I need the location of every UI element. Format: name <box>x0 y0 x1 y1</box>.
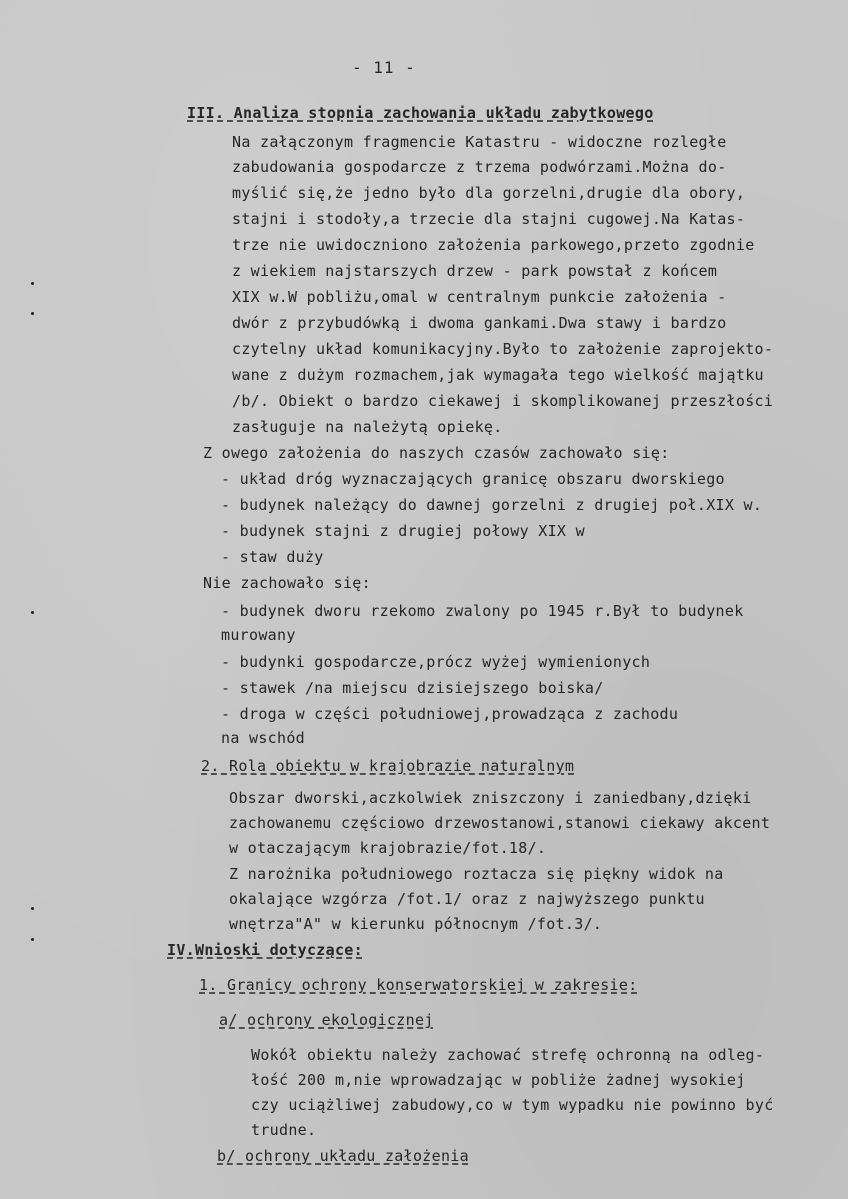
paragraph-line: Wokół obiektu należy zachować strefę ochronną na odleg- <box>251 1046 765 1064</box>
list-item: - droga w części południowej,prowadząca z zachodu <box>221 705 679 723</box>
punch-mark <box>31 312 34 315</box>
paragraph-line: /b/. Obiekt o bardzo ciekawej i skomplikowanej przeszłości <box>232 392 774 410</box>
punch-mark <box>31 611 34 614</box>
paragraph-line: myślić się,że jedno było dla gorzelni,drugie dla obory, <box>232 184 746 202</box>
paragraph-line: w otaczającym krajobrazie/fot.18/. <box>229 839 547 857</box>
paragraph-line: czy uciążliwej zabudowy,co w tym wypadku nie powinno być <box>251 1096 774 1114</box>
paragraph-line: okalające wzgórza /fot.1/ oraz z najwyższego punktu <box>229 890 705 908</box>
paragraph-line: trze nie uwidoczniono założenia parkowego,przeto zgodnie <box>232 236 755 254</box>
punch-mark <box>31 907 34 910</box>
paragraph-line: z wiekiem najstarszych drzew - park powstał z końcem <box>232 262 718 280</box>
paragraph-line: zabudowania gospodarcze z trzema podwórzami.Można do- <box>232 158 727 176</box>
paragraph-line: dwór z przybudówką i dwoma gankami.Dwa stawy i bardzo <box>232 314 727 332</box>
paragraph-line: stajni i stodoły,a trzecie dla stajni cugowej.Na Katas- <box>232 210 746 228</box>
preserved-intro: Z owego założenia do naszych czasów zachowało się: <box>203 444 670 462</box>
paragraph-line: wane z dużym rozmachem,jak wymagała tego wielkość majątku <box>232 366 764 384</box>
paragraph-line: Obszar dworski,aczkolwiek zniszczony i zaniedbany,dzięki <box>229 789 752 807</box>
paragraph-line: Na załączonym fragmencie Katastru - widoczne rozległe <box>232 133 727 151</box>
list-item: - stawek /na miejscu dzisiejszego boiska/ <box>221 679 604 697</box>
paragraph-line: zasługuje na należytą opiekę. <box>232 418 503 436</box>
list-item: murowany <box>221 626 296 644</box>
punch-mark <box>31 938 34 941</box>
list-item: - układ dróg wyznaczających granicę obszaru dworskiego <box>221 470 725 488</box>
section-2-heading: 2. Rola obiektu w krajobrazie naturalnym <box>201 757 575 775</box>
list-item: - staw duży <box>221 548 324 566</box>
section-3-heading: III. Analiza stopnia zachowania układu zabytkowego <box>187 104 654 122</box>
list-item: - budynek dworu rzekomo zwalony po 1945 r.Był to budynek <box>221 602 744 620</box>
paragraph-line: trudne. <box>251 1121 317 1139</box>
paragraph-line: Z narożnika południowego roztacza się piękny widok na <box>229 865 724 883</box>
punch-mark <box>31 282 34 285</box>
paragraph-line: zachowanemu częściowo drzewostanowi,stanowi ciekawy akcent <box>229 814 771 832</box>
list-item: na wschód <box>221 729 305 747</box>
page-number: - 11 - <box>352 58 416 77</box>
paragraph-line: łość 200 m,nie wprowadzając w pobliże żadnej wysokiej <box>251 1071 746 1089</box>
paragraph-line: wnętrza"A" w kierunku północnym /fot.3/. <box>229 915 603 933</box>
subsection-1-heading: 1. Granicy ochrony konserwatorskiej w zakresie: <box>199 976 638 994</box>
subsection-a-heading: a/ ochrony ekologicznej <box>219 1011 434 1029</box>
paragraph-line: czytelny układ komunikacyjny.Było to założenie zaprojekto- <box>232 340 774 358</box>
section-4-heading: IV.Wnioski dotyczące: <box>167 941 363 959</box>
subsection-b-heading: b/ ochrony układu założenia <box>217 1147 469 1165</box>
paragraph-line: XIX w.W pobliżu,omal w centralnym punkcie założenia - <box>232 288 727 306</box>
list-item: - budynek stajni z drugiej połowy XIX w <box>221 522 585 540</box>
not-preserved-intro: Nie zachowało się: <box>203 574 371 592</box>
list-item: - budynek należący do dawnej gorzelni z drugiej poł.XIX w. <box>221 496 763 514</box>
list-item: - budynki gospodarcze,prócz wyżej wymienionych <box>221 653 651 671</box>
